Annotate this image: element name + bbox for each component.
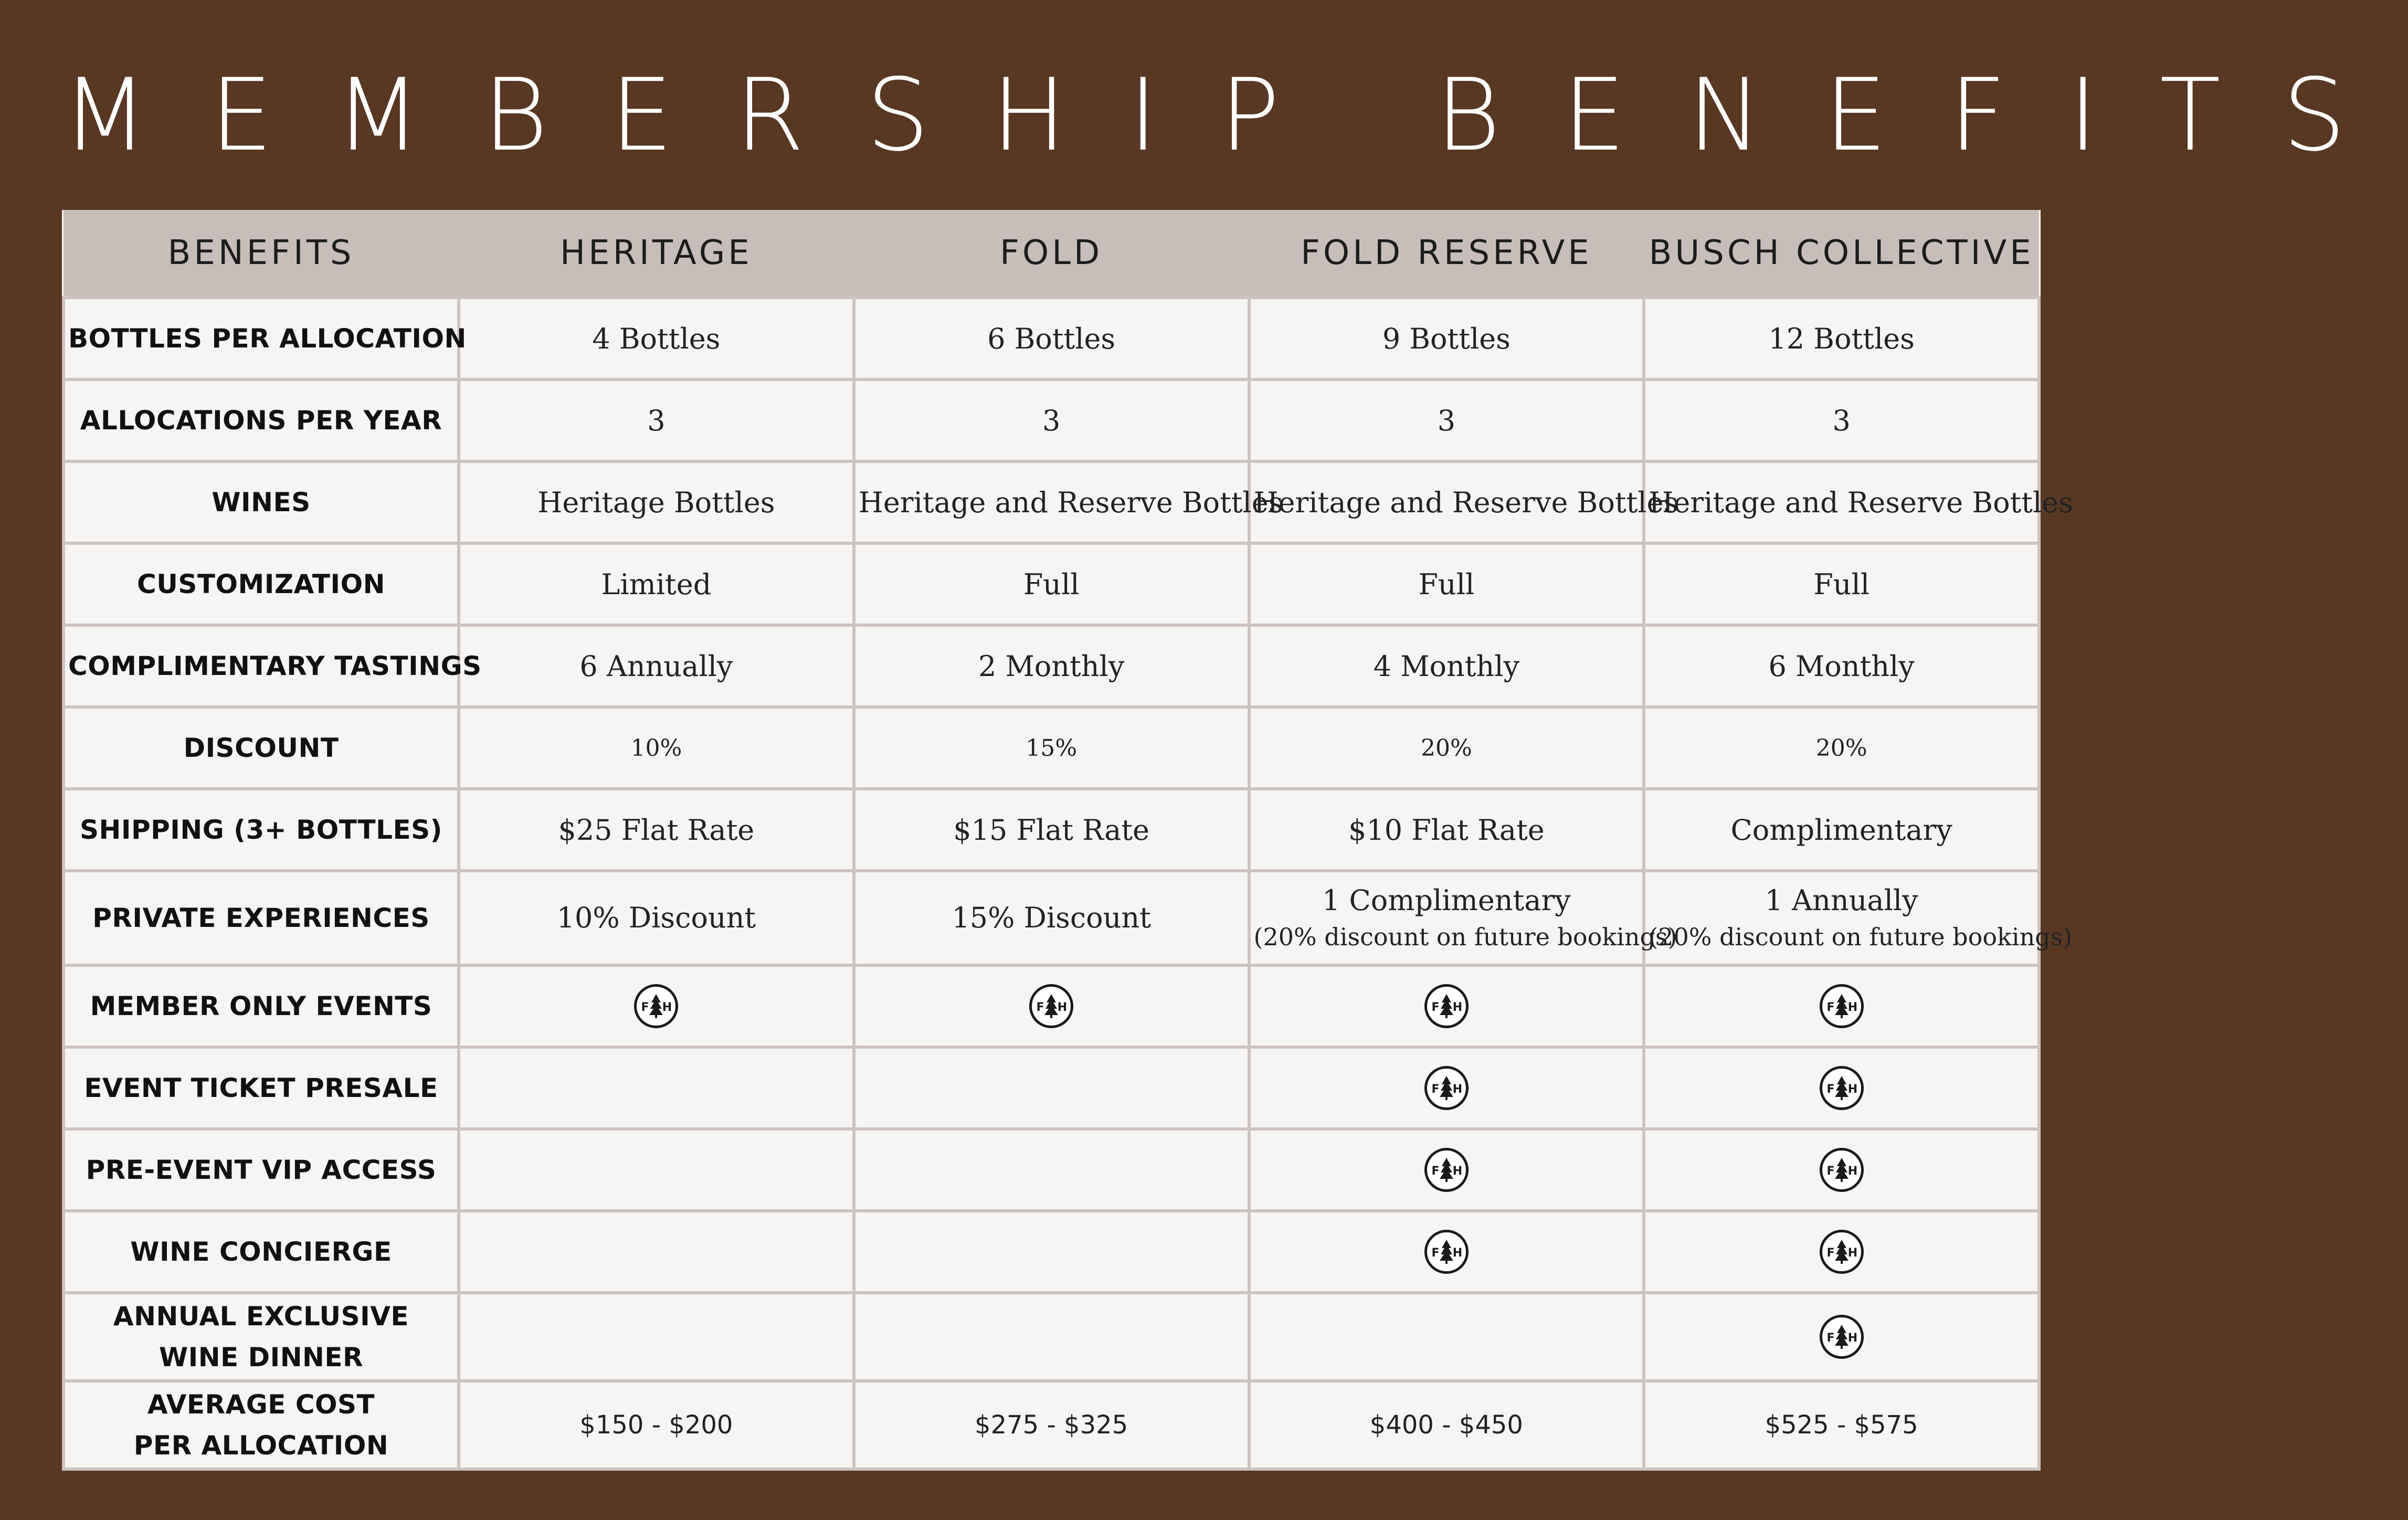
header-fold: FOLD — [854, 210, 1249, 298]
table-row — [64, 543, 2039, 625]
table-cell: 9 Bottles — [1249, 298, 1644, 379]
table-cell — [459, 965, 854, 1047]
table-header-row — [64, 210, 2039, 298]
table-cell — [459, 1211, 854, 1293]
svg-text:F: F — [1826, 1001, 1835, 1014]
svg-text:F: F — [1826, 1083, 1835, 1096]
table-row — [64, 379, 2039, 461]
table-cell: Limited — [459, 543, 854, 625]
table-cell: $10 Flat Rate — [1249, 789, 1644, 871]
fh-tree-logo-icon — [1820, 1230, 1864, 1274]
row-label: PRIVATE EXPERIENCES — [64, 871, 459, 965]
row-label: MEMBER ONLY EVENTS — [64, 965, 459, 1047]
table-cell: Full — [854, 543, 1249, 625]
row-label-line: ANNUAL EXCLUSIVE — [113, 1301, 409, 1332]
table-cell: 3 — [459, 379, 854, 461]
cell-main-text: 1 Complimentary — [1322, 884, 1571, 917]
benefits-table — [62, 210, 2073, 1471]
table-cell — [459, 871, 854, 965]
table-cell — [854, 965, 1249, 1047]
fh-tree-logo-icon — [1820, 984, 1864, 1028]
table-row — [64, 1047, 2039, 1129]
row-label: DISCOUNT — [64, 707, 459, 789]
svg-text:F: F — [1431, 1165, 1440, 1178]
table-cell: $150 - $200 — [459, 1381, 854, 1469]
table-cell: $275 - $325 — [854, 1381, 1249, 1469]
svg-text:H: H — [1847, 1001, 1857, 1014]
table-cell: Full — [1249, 543, 1644, 625]
table-row — [64, 707, 2039, 789]
table-cell — [1644, 1047, 2039, 1129]
row-label: WINE CONCIERGE — [64, 1211, 459, 1293]
table-cell — [1644, 1211, 2039, 1293]
table-cell: Heritage and Reserve Bottles — [1249, 461, 1644, 543]
table-cell — [1249, 1047, 1644, 1129]
row-label-line: WINE DINNER — [159, 1342, 364, 1373]
table-cell — [1249, 965, 1644, 1047]
svg-text:F: F — [641, 1001, 649, 1014]
svg-text:H: H — [1847, 1332, 1857, 1345]
table-cell: 4 Bottles — [459, 298, 854, 379]
row-label-line: PER ALLOCATION — [133, 1430, 389, 1461]
table-cell — [1249, 1211, 1644, 1293]
svg-text:H: H — [1847, 1165, 1857, 1178]
header-benefits: BENEFITS — [64, 210, 459, 298]
svg-text:H: H — [1452, 1165, 1463, 1178]
fh-tree-logo-icon — [1820, 1315, 1864, 1359]
row-label: SHIPPING (3+ BOTTLES) — [64, 789, 459, 871]
cell-main-text: 15% Discount — [952, 901, 1151, 934]
fh-tree-logo-icon — [1820, 1148, 1864, 1192]
table-cell — [854, 1293, 1249, 1381]
cell-main-text: 1 Annually — [1765, 884, 1918, 917]
svg-text:H: H — [1452, 1247, 1463, 1260]
svg-text:F: F — [1826, 1247, 1835, 1260]
table-cell — [854, 1047, 1249, 1129]
table-cell — [1249, 871, 1677, 965]
fh-tree-logo-icon — [1820, 1066, 1864, 1110]
fh-tree-logo-icon — [634, 984, 678, 1028]
table-cell — [459, 1293, 854, 1381]
page-title: MEMBERSHIP BENEFITS — [62, 57, 2408, 173]
table-row — [64, 789, 2039, 871]
table-cell: Heritage and Reserve Bottles — [1644, 461, 2039, 543]
table-cell: 12 Bottles — [1644, 298, 2039, 379]
fh-tree-logo-icon — [1424, 984, 1469, 1028]
table-cell: $25 Flat Rate — [459, 789, 854, 871]
table-cell: 10% — [459, 707, 854, 789]
svg-text:F: F — [1826, 1332, 1835, 1345]
benefits-table-container — [62, 210, 2073, 1469]
table-cell — [1644, 871, 2073, 965]
table-row — [64, 625, 2039, 707]
table-cell: Heritage and Reserve Bottles — [854, 461, 1249, 543]
svg-text:H: H — [1847, 1247, 1857, 1260]
header-fold-reserve: FOLD RESERVE — [1249, 210, 1644, 298]
row-label: PRE-EVENT VIP ACCESS — [64, 1129, 459, 1211]
table-cell — [1249, 1293, 1644, 1381]
table-cell — [459, 1129, 854, 1211]
table-cell — [1249, 1129, 1644, 1211]
table-cell: 20% — [1644, 707, 2039, 789]
row-label: BOTTLES PER ALLOCATION — [64, 298, 459, 379]
row-label: EVENT TICKET PRESALE — [64, 1047, 459, 1129]
table-row — [64, 461, 2039, 543]
cell-sub-text: (20% discount on future bookings) — [1649, 923, 2073, 951]
table-cell: 15% — [854, 707, 1249, 789]
table-row — [64, 1293, 2039, 1381]
table-cell: 3 — [854, 379, 1249, 461]
table-row — [64, 1381, 2039, 1469]
table-cell: 6 Monthly — [1644, 625, 2039, 707]
table-cell — [1644, 1293, 2039, 1381]
svg-text:H: H — [1847, 1083, 1857, 1096]
table-cell — [854, 1211, 1249, 1293]
fh-tree-logo-icon — [1424, 1230, 1469, 1274]
row-label — [64, 1293, 459, 1381]
table-cell: $400 - $450 — [1249, 1381, 1644, 1469]
row-label: WINES — [64, 461, 459, 543]
table-row — [64, 871, 2039, 965]
table-cell: 3 — [1249, 379, 1644, 461]
fh-tree-logo-icon — [1424, 1148, 1469, 1192]
fh-tree-logo-icon — [1424, 1066, 1469, 1110]
header-busch-collective: BUSCH COLLECTIVE — [1644, 210, 2039, 298]
svg-text:F: F — [1431, 1001, 1440, 1014]
table-cell — [1644, 965, 2039, 1047]
row-label — [64, 1381, 459, 1469]
table-cell: 6 Annually — [459, 625, 854, 707]
table-cell — [854, 1129, 1249, 1211]
svg-text:H: H — [662, 1001, 672, 1014]
row-label: CUSTOMIZATION — [64, 543, 459, 625]
cell-sub-text: (20% discount on future bookings) — [1253, 923, 1677, 951]
table-row — [64, 1129, 2039, 1211]
svg-text:F: F — [1826, 1165, 1835, 1178]
table-cell: Full — [1644, 543, 2039, 625]
row-label-line: AVERAGE COST — [147, 1389, 375, 1420]
svg-text:H: H — [1057, 1001, 1068, 1014]
table-cell — [854, 871, 1249, 965]
table-cell: 20% — [1249, 707, 1644, 789]
table-cell — [1644, 1129, 2039, 1211]
svg-text:H: H — [1452, 1001, 1463, 1014]
table-cell: 2 Monthly — [854, 625, 1249, 707]
table-row — [64, 965, 2039, 1047]
row-label: ALLOCATIONS PER YEAR — [64, 379, 459, 461]
svg-text:F: F — [1036, 1001, 1044, 1014]
row-label: COMPLIMENTARY TASTINGS — [64, 625, 459, 707]
table-row — [64, 298, 2039, 379]
table-cell: Complimentary — [1644, 789, 2039, 871]
table-cell: 3 — [1644, 379, 2039, 461]
fh-tree-logo-icon — [1029, 984, 1073, 1028]
header-heritage: HERITAGE — [459, 210, 854, 298]
svg-text:F: F — [1431, 1083, 1440, 1096]
table-cell: $525 - $575 — [1644, 1381, 2039, 1469]
table-cell: 4 Monthly — [1249, 625, 1644, 707]
table-cell — [459, 1047, 854, 1129]
svg-text:F: F — [1431, 1247, 1440, 1260]
table-row — [64, 1211, 2039, 1293]
table-cell: $15 Flat Rate — [854, 789, 1249, 871]
table-cell: 6 Bottles — [854, 298, 1249, 379]
table-cell: Heritage Bottles — [459, 461, 854, 543]
svg-text:H: H — [1452, 1083, 1463, 1096]
cell-main-text: 10% Discount — [556, 901, 756, 934]
